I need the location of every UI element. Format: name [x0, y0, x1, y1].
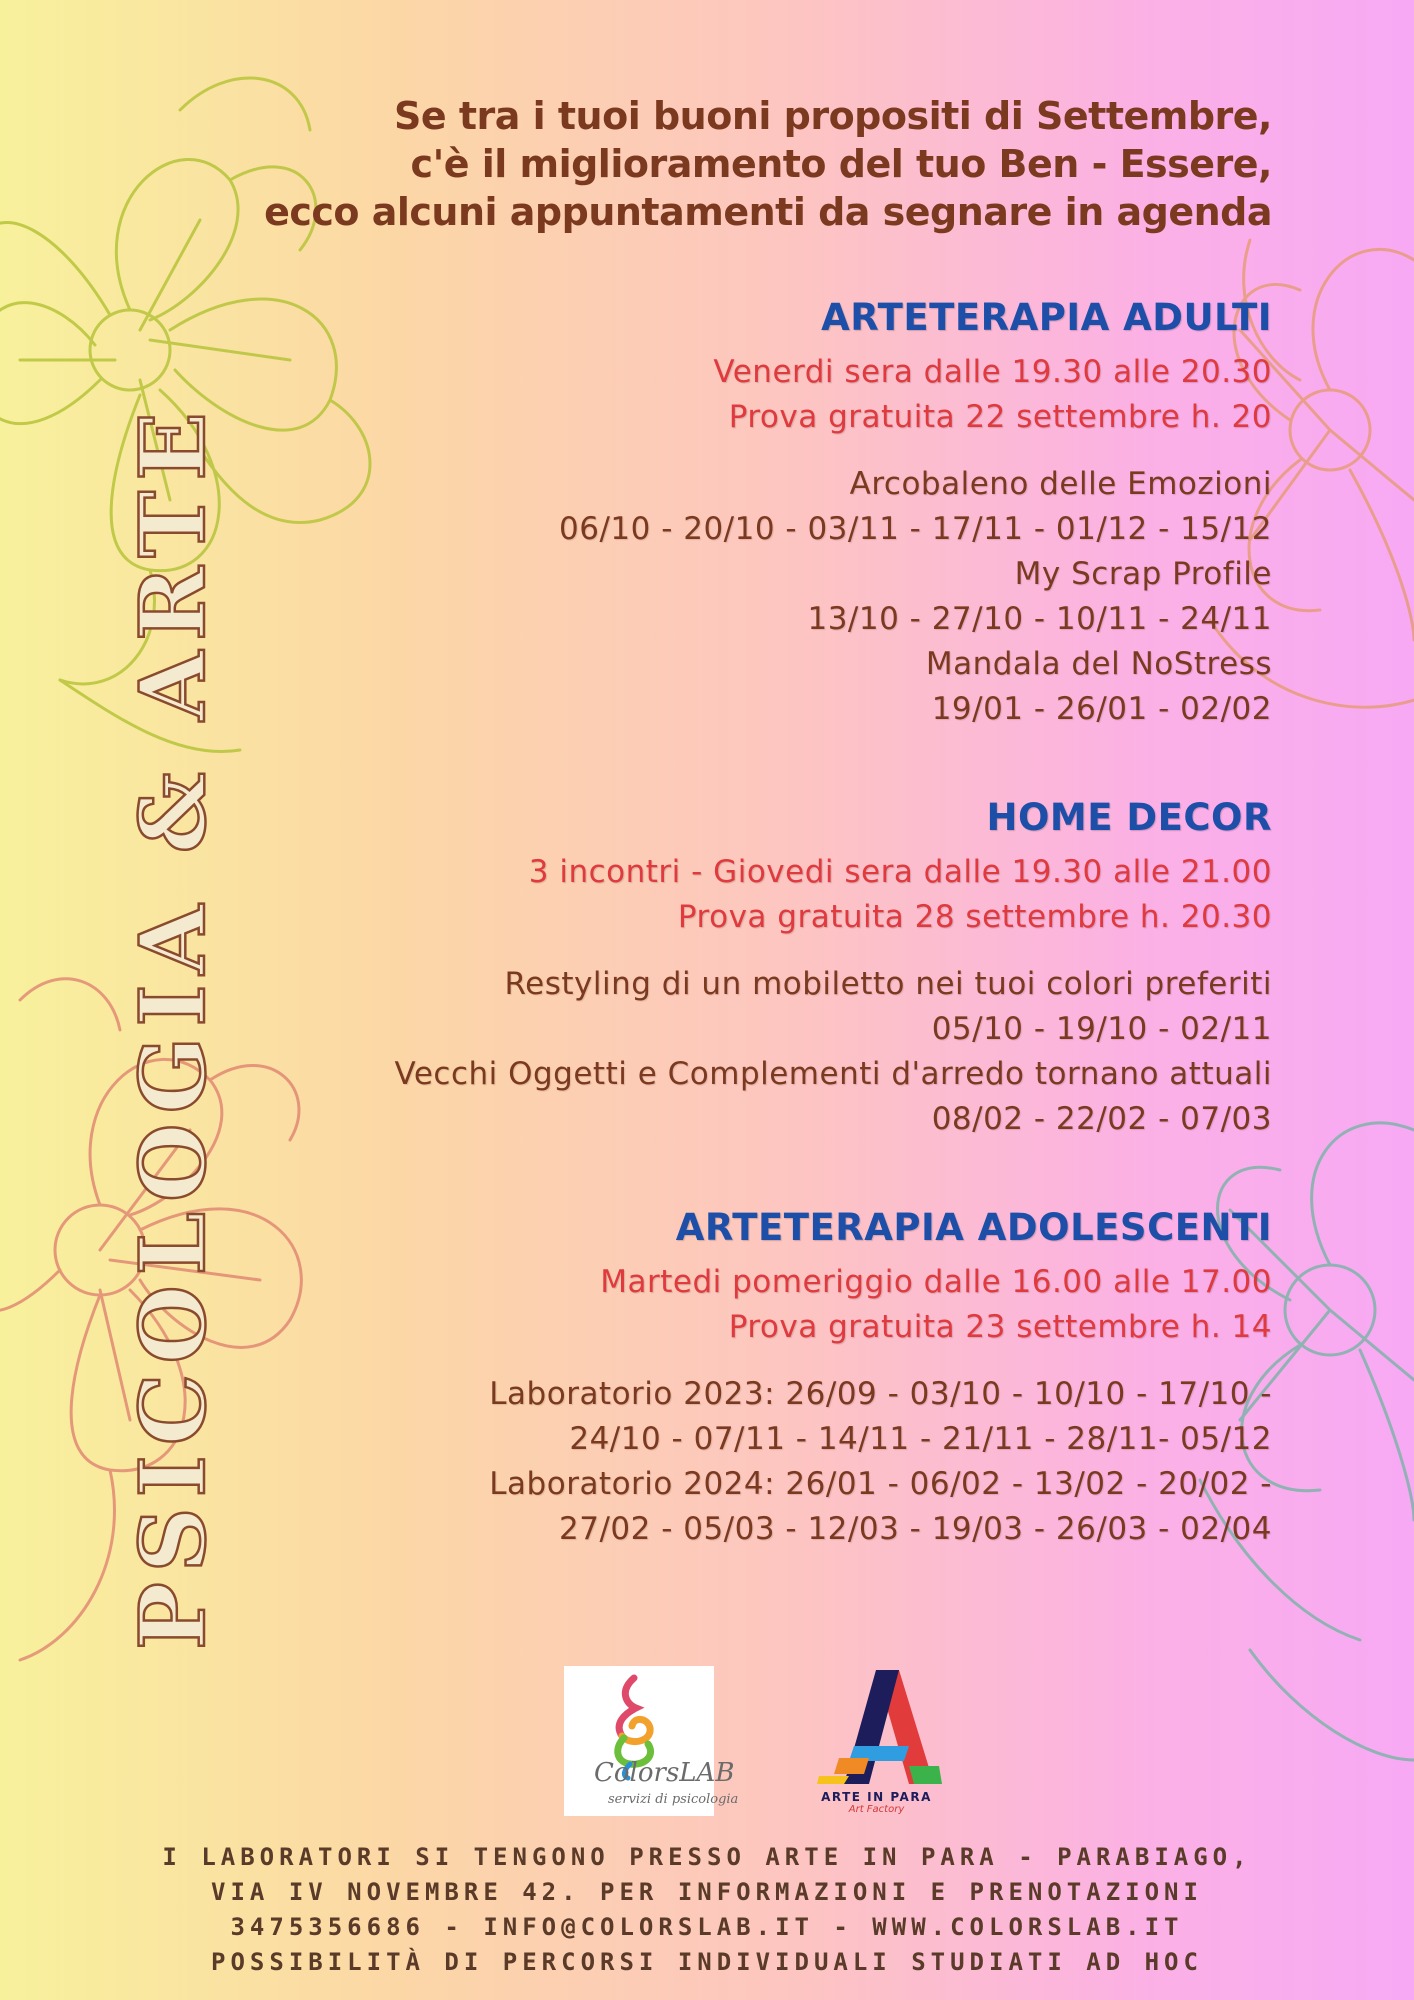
- schedule-line: Venerdi sera dalle 19.30 alle 20.30: [713, 354, 1272, 390]
- arte-in-para-name: ARTE IN PARA: [821, 1790, 932, 1804]
- section-title: HOME DECOR: [986, 796, 1272, 839]
- arte-in-para-tagline: Art Factory: [848, 1804, 905, 1815]
- intro-line: Se tra i tuoi buoni propositi di Settembre,: [393, 94, 1272, 138]
- detail-line: 27/02 - 05/03 - 12/03 - 19/03 - 26/03 - 02/04: [559, 1511, 1272, 1547]
- footer-line: VIA IV NOVEMBRE 42. PER INFORMAZIONI E PRENOTAZIONI: [211, 1878, 1203, 1906]
- detail-line: Laboratorio 2024: 26/01 - 06/02 - 13/02 - 20/02 -: [489, 1466, 1272, 1502]
- detail-line: 06/10 - 20/10 - 03/11 - 17/11 - 01/12 - 15/12: [559, 511, 1272, 547]
- detail-line: 19/01 - 26/01 - 02/02: [931, 691, 1272, 727]
- intro-heading: [232, 92, 1272, 236]
- footer-line: I LABORATORI SI TENGONO PRESSO ARTE IN PARA - PARABIAGO,: [162, 1843, 1252, 1871]
- arte-in-para-logo: [809, 1666, 944, 1816]
- intro-line: c'è il miglioramento del tuo Ben - Essere,: [410, 142, 1272, 186]
- colorslab-logo: [564, 1666, 739, 1816]
- colorslab-brand: ColorsLAB: [594, 1758, 735, 1788]
- arte-letter-a-icon: [809, 1666, 944, 1791]
- detail-line: 13/10 - 27/10 - 10/11 - 24/11: [807, 601, 1272, 637]
- schedule-line: Prova gratuita 23 settembre h. 14: [728, 1309, 1272, 1345]
- footer-line: POSSIBILITÀ DI PERCORSI INDIVIDUALI STUDIATI AD HOC: [211, 1948, 1203, 1976]
- schedule-line: Prova gratuita 22 settembre h. 20: [728, 399, 1272, 435]
- section-arteterapia-adulti: [232, 294, 1272, 732]
- footer-info: [0, 1840, 1414, 1980]
- section-title: ARTETERAPIA ADULTI: [821, 296, 1272, 339]
- section-arteterapia-adolescenti: [232, 1204, 1272, 1552]
- footer-line: 3475356686 - INFO@COLORSLAB.IT - WWW.COLORSLAB.IT: [230, 1913, 1184, 1941]
- schedule-line: Prova gratuita 28 settembre h. 20.30: [677, 899, 1272, 935]
- detail-line: Arcobaleno delle Emozioni: [849, 466, 1272, 502]
- detail-line: 05/10 - 19/10 - 02/11: [931, 1011, 1272, 1047]
- detail-line: Vecchi Oggetti e Complementi d'arredo tornano attuali: [394, 1056, 1272, 1092]
- detail-line: Mandala del NoStress: [925, 646, 1272, 682]
- detail-line: Restyling di un mobiletto nei tuoi colori preferiti: [504, 966, 1272, 1002]
- detail-line: 24/10 - 07/11 - 14/11 - 21/11 - 28/11- 05/12: [569, 1421, 1272, 1457]
- main-content: [232, 92, 1272, 1552]
- section-home-decor: [232, 794, 1272, 1142]
- colorslab-tagline: servizi di psicologia: [608, 1792, 739, 1807]
- partner-logos: [564, 1666, 944, 1826]
- schedule-line: 3 incontri - Giovedi sera dalle 19.30 alle 21.00: [528, 854, 1272, 890]
- section-title: ARTETERAPIA ADOLESCENTI: [675, 1206, 1272, 1249]
- detail-line: Laboratorio 2023: 26/09 - 03/10 - 10/10 - 17/10 -: [489, 1376, 1272, 1412]
- vertical-title: PSICOLOGIA & ARTE: [120, 402, 226, 1650]
- intro-line: ecco alcuni appuntamenti da segnare in agenda: [264, 190, 1272, 234]
- schedule-line: Martedi pomeriggio dalle 16.00 alle 17.00: [600, 1264, 1272, 1300]
- detail-line: My Scrap Profile: [1014, 556, 1272, 592]
- detail-line: 08/02 - 22/02 - 07/03: [931, 1101, 1272, 1137]
